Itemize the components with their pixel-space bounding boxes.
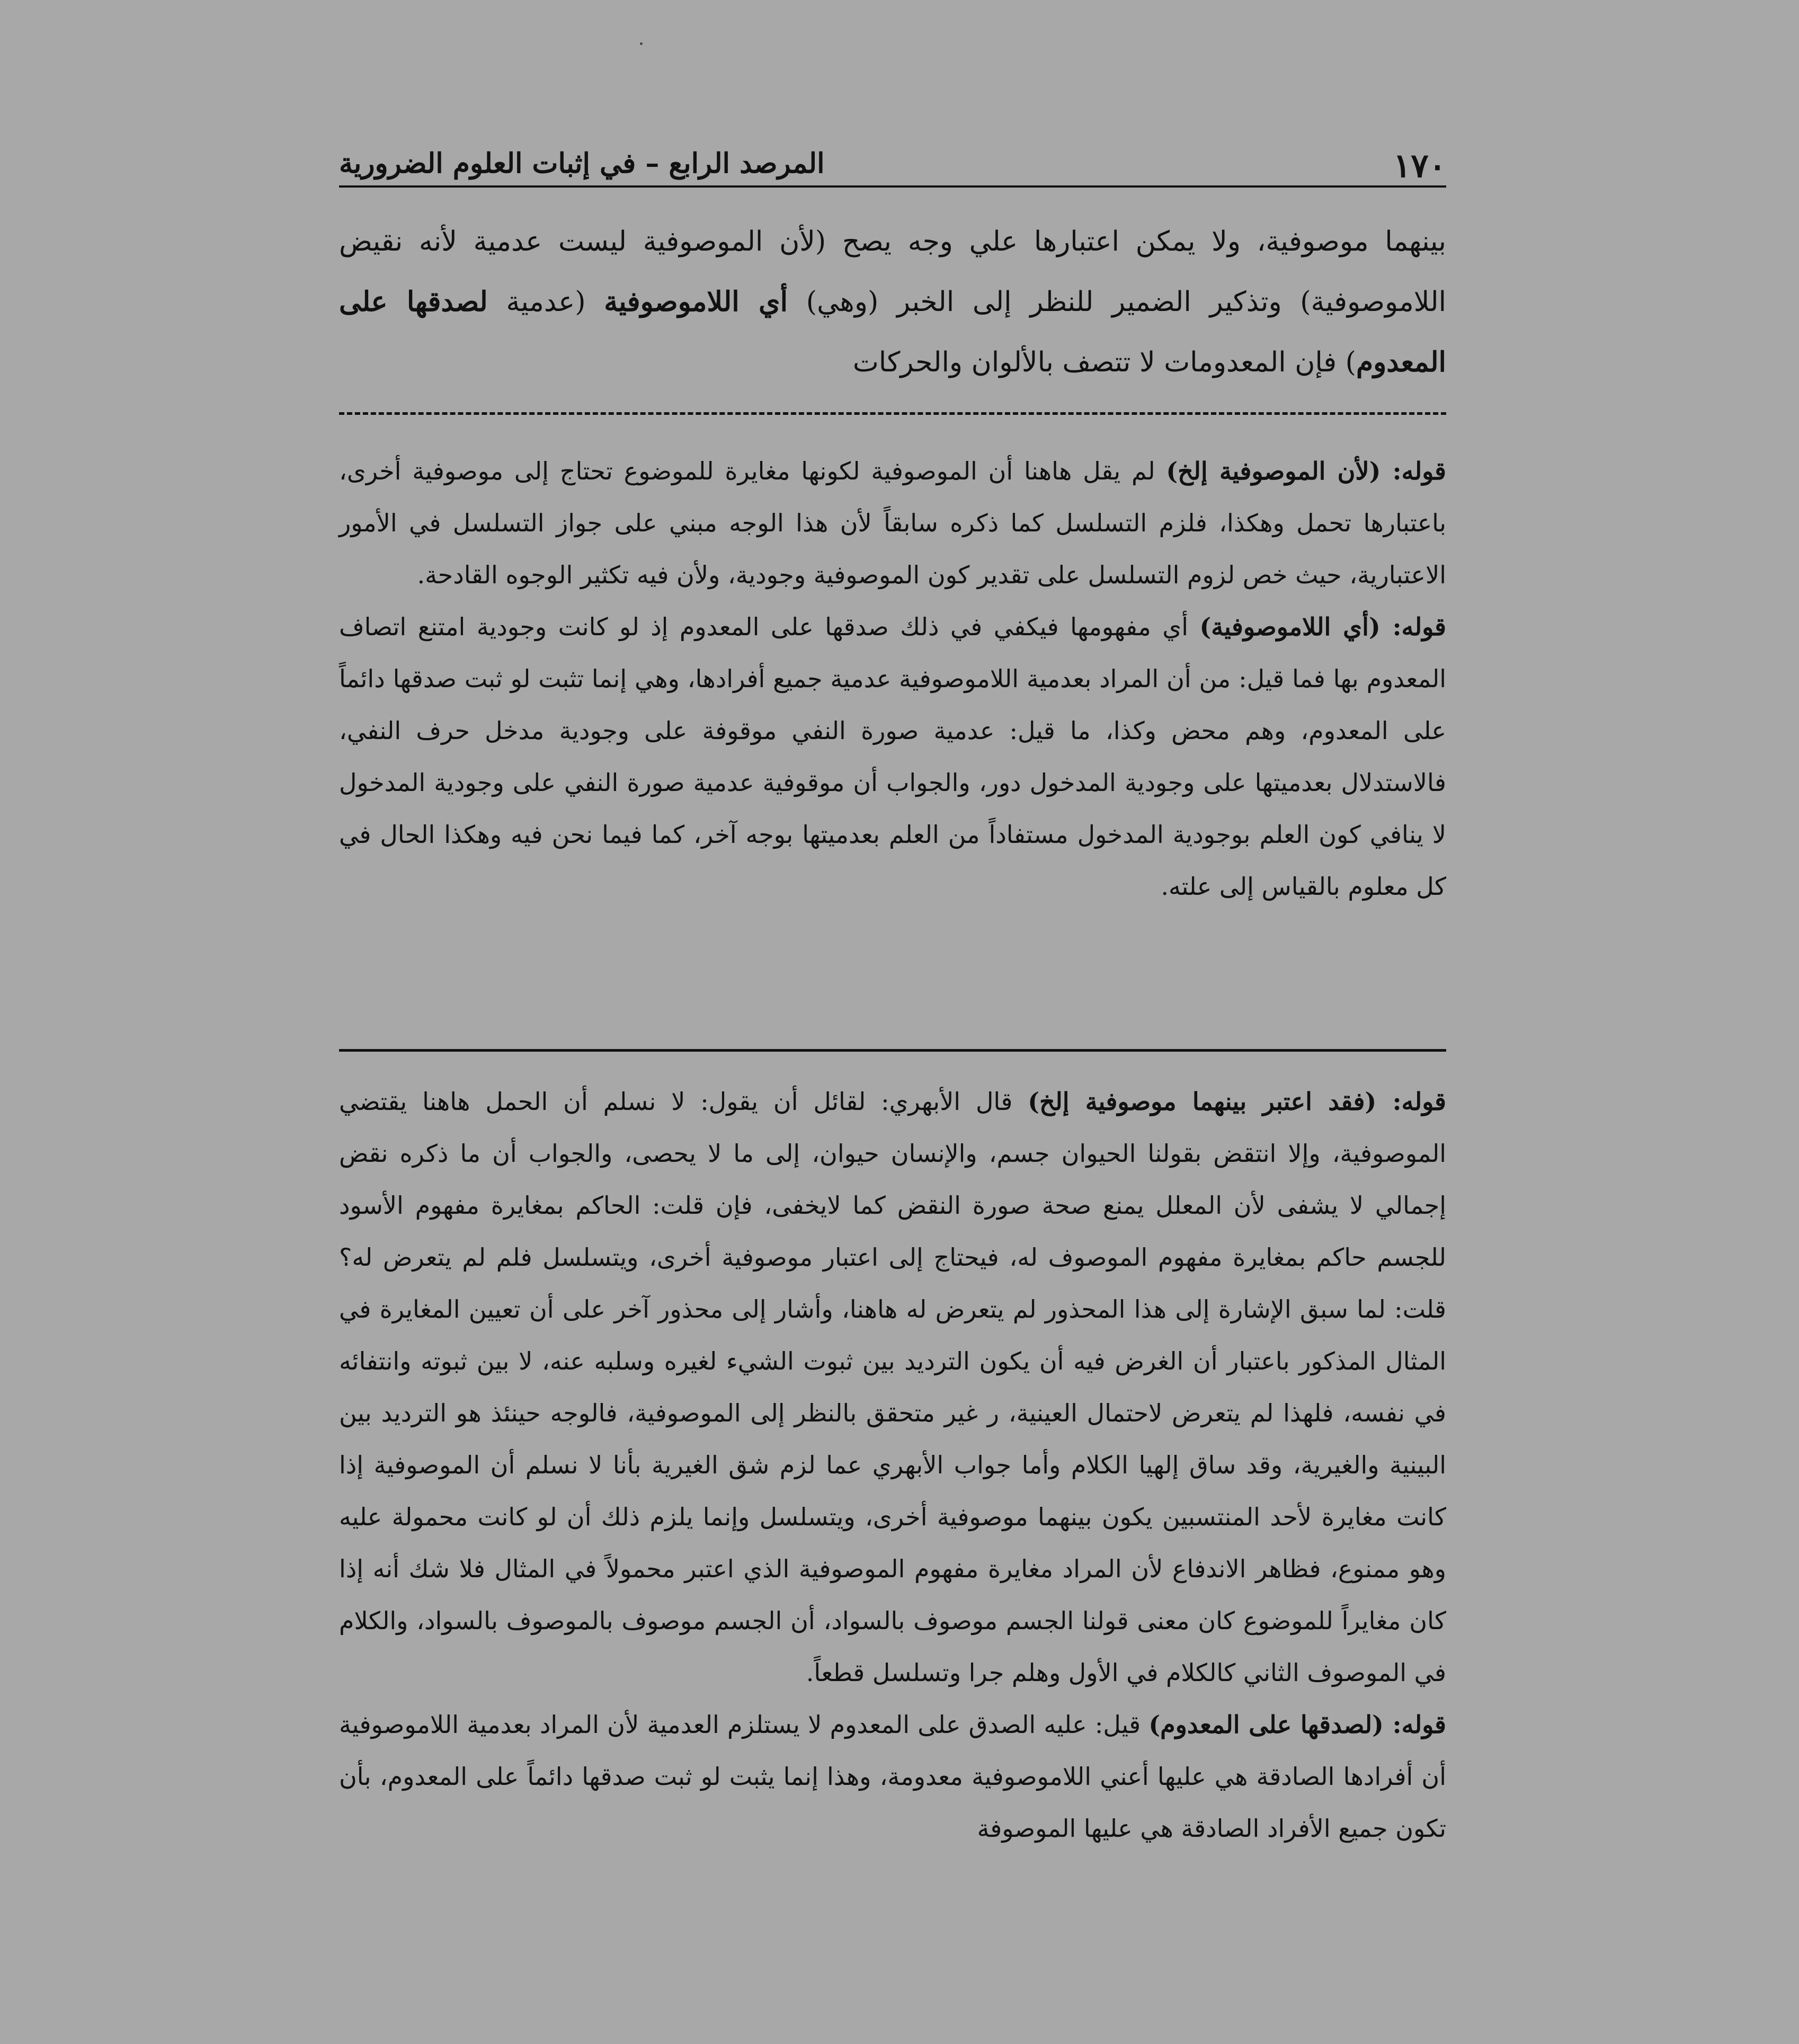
scan-speck	[640, 42, 643, 45]
book-page	[339, 127, 1446, 1960]
commentary-section-top	[339, 445, 1446, 912]
commentary-paragraph	[339, 601, 1446, 912]
page-header	[339, 138, 1446, 188]
main-text-bold-phrase: لصدقها على المعدوم	[339, 286, 1446, 378]
page-number: ١٧٠	[1393, 146, 1446, 185]
commentary-text: لم يقل هاهنا أن الموصوفية لكونها مغايرة للموضوع تحتاج إلى موصوفية أخرى، باعتبارها تحمل وهكذا، فلزم التسلسل كما ذكره سابقاً لأن هذا الوجه مبني على جواز التسلسل في الأمور الاعتبارية، حيث خص لزوم التسلسل على تقدير كون الموصوفية وجودية، ولأن فيه تكثير الوجوه القادحة.	[339, 457, 1446, 589]
commentary-lemma: (لأن الموصوفية إلخ)	[1166, 457, 1381, 485]
commentary-label: قوله:	[1380, 612, 1446, 641]
commentary-label: قوله:	[1381, 457, 1446, 485]
main-text-part: (عدمية	[487, 286, 604, 318]
commentary-text: أي مفهومها فيكفي في ذلك صدقها على المعدوم إذ لو كانت وجودية امتنع اتصاف المعدوم بها فما قيل: من أن المراد بعدمية اللاموصوفية عدمية جميع أفرادها، وهي إنما تثبت لو ثبت صدقها دائماً على المعدوم، وهم محض وكذا، ما قيل: عدمية صورة النفي موقوفة على وجودية مدخل حرف النفي، فالاستدلال بعدميتها على وجودية المدخول دور، والجواب أن موقوفية عدمية صورة النفي على وجودية المدخول لا ينافي كون العلم بوجودية المدخول مستفاداً من العلم بعدميتها بوجه آخر، كما فيما نحن فيه وهكذا الحال في كل معلوم بالقياس إلى علته.	[339, 612, 1446, 901]
main-text-part: ) فإن المعدومات لا تتصف بالألوان والحركات	[852, 346, 1356, 378]
commentary-paragraph	[339, 445, 1446, 601]
commentary-lemma: (لصدقها على المعدوم)	[1148, 1710, 1384, 1739]
commentary-paragraph	[339, 1076, 1446, 1699]
commentary-label: قوله:	[1383, 1710, 1446, 1739]
main-text-bold-phrase: أي اللاموصوفية	[604, 286, 788, 318]
commentary-paragraph	[339, 1699, 1446, 1854]
commentary-lemma: (فقد اعتبر بينهما موصوفية إلخ)	[1028, 1087, 1377, 1116]
running-title: المرصد الرابع – في إثبات العلوم الضرورية	[339, 147, 825, 180]
solid-divider	[339, 1049, 1446, 1052]
dashed-divider	[339, 412, 1446, 415]
commentary-section-bottom	[339, 1076, 1446, 1854]
commentary-label: قوله:	[1376, 1087, 1446, 1116]
commentary-text: قيل: عليه الصدق على المعدوم لا يستلزم العدمية لأن المراد بعدمية اللاموصوفية أن أفرادها الصادقة هي عليها أعني اللاموصوفية معدومة، وهذا إنما يثبت لو ثبت صدقها دائماً على المعدوم، بأن تكون جميع الأفراد الصادقة هي عليها الموصوفة	[339, 1710, 1446, 1843]
commentary-text: قال الأبهري: لقائل أن يقول: لا نسلم أن الحمل هاهنا يقتضي الموصوفية، وإلا انتقض بقولنا الحيوان جسم، والإنسان حيوان، إلى ما لا يحصى، والجواب أن ما ذكره نقض إجمالي لا يشفى لأن المعلل يمنع صحة صورة النقض كما لايخفى، فإن قلت: الحاكم بمغايرة مفهوم الأسود للجسم حاكم بمغايرة مفهوم الموصوف له، فيحتاج إلى اعتبار موصوفية أخرى، ويتسلسل فلم لم يتعرض له؟ قلت: لما سبق الإشارة إلى هذا المحذور لم يتعرض له هاهنا، وأشار إلى محذور آخر على أن تعيين المغايرة في المثال المذكور باعتبار أن الغرض فيه أن يكون الترديد بين ثبوت الشيء لغيره وسلبه عنه، لا بين ثبوته وانتفائه في نفسه، فلهذا لم يتعرض لاحتمال العينية، ر غير متحقق بالنظر إلى الموصوفية، فالوجه حينئذ هو الترديد بين البينية والغيرية، وقد ساق إلهيا الكلام وأما جواب الأبهري عما لزم شق الغيرية بأنا لا نسلم أن الموصوفية إذا كانت مغايرة لأحد المنتسبين يكون بينهما موصوفية أخرى، ويتسلسل وإنما يلزم ذلك أن لو كانت محمولة عليه وهو ممنوع، فظاهر الاندفاع لأن المراد مغايرة مفهوم الموصوفية الذي اعتبر محمولاً في المثال فلا شك أنه إذا كان مغايراً للموضوع كان معنى قولنا الجسم موصوف بالسواد، أن الجسم موصوف بالموصوف بالسواد، والكلام في الموصوف الثاني كالكلام في الأول وهلم جرا وتسلسل قطعاً.	[339, 1087, 1446, 1687]
commentary-lemma: (أي اللاموصوفية)	[1199, 612, 1381, 641]
main-text	[339, 212, 1446, 393]
main-text-part: بينهما موصوفية، ولا يمكن اعتبارها علي وجه يصح (لأن الموصوفية ليست عدمية لأنه نقيض اللاموصوفية) وتذكير الضمير للنظر إلى الخبر (وهي)	[339, 226, 1447, 318]
